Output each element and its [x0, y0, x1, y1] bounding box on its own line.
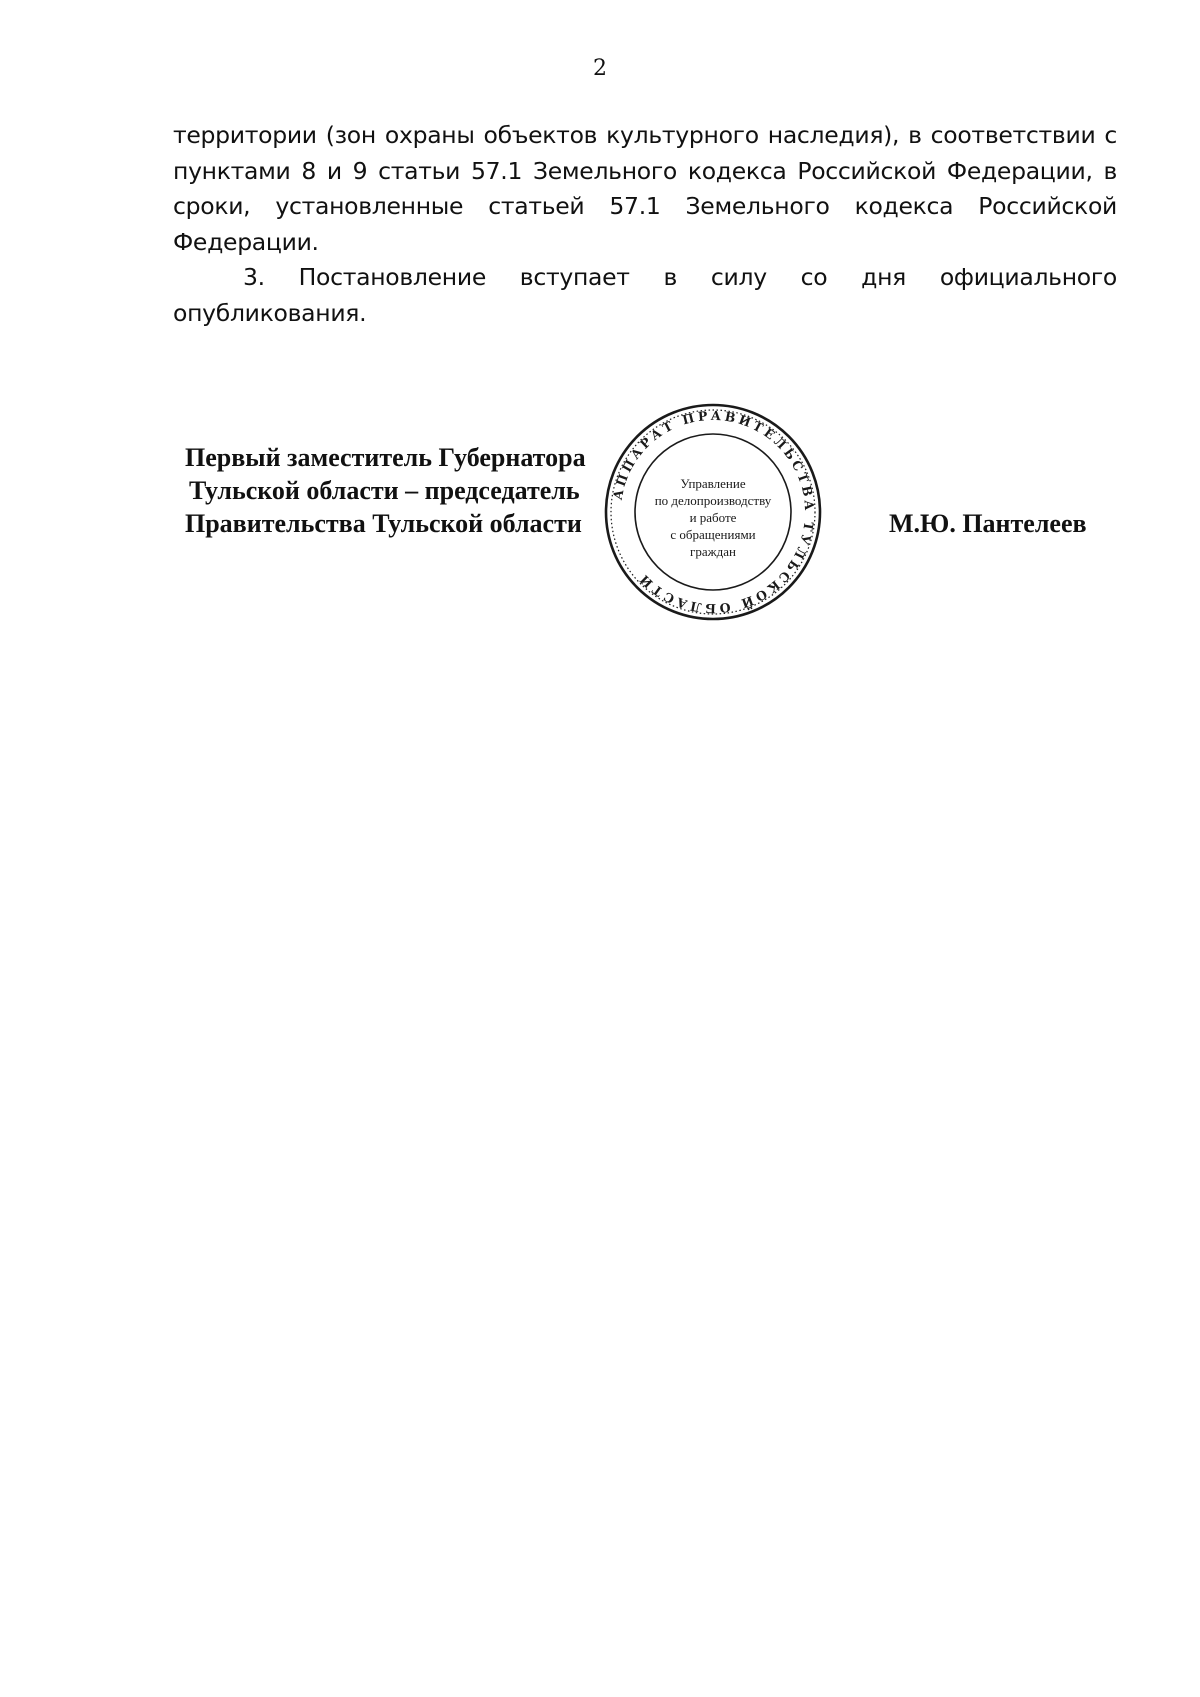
page-number: 2 — [593, 56, 607, 81]
stamp-inner-line: и работе — [689, 510, 737, 525]
signatory-title — [185, 441, 645, 540]
paragraph-clause-3: 3. Постановление вступает в силу со дня официального опубликования. — [173, 263, 1117, 327]
stamp-inner-line: с обращениями — [670, 527, 756, 542]
stamp-seal-icon — [603, 402, 823, 622]
signatory-name: М.Ю. Пантелеев — [889, 509, 1087, 538]
signatory-title-line: Правительства Тульской области — [185, 509, 582, 538]
paragraph-continuation: территории (зон охраны объектов культурного наследия), в соответствии с пунктами 8 и 9 статьи 57.1 Земельного кодекса Российской Федерации, в сроки, установленные статьей 57.1 Земельного кодекса Российской Федерации. — [173, 121, 1117, 256]
stamp-inner-line: граждан — [690, 544, 736, 559]
official-stamp — [603, 402, 823, 622]
signatory-title-line: Первый заместитель Губернатора — [185, 443, 586, 472]
signatory-title-line: Тульской области – председатель — [189, 476, 580, 505]
stamp-inner-line: по делопроизводству — [654, 493, 772, 508]
stamp-outer-text: АППАРАТ ПРАВИТЕЛЬСТВА ТУЛЬСКОЙ ОБЛАСТИ — [609, 407, 818, 617]
stamp-inner-line: Управление — [680, 476, 746, 491]
document-body — [173, 118, 1117, 331]
